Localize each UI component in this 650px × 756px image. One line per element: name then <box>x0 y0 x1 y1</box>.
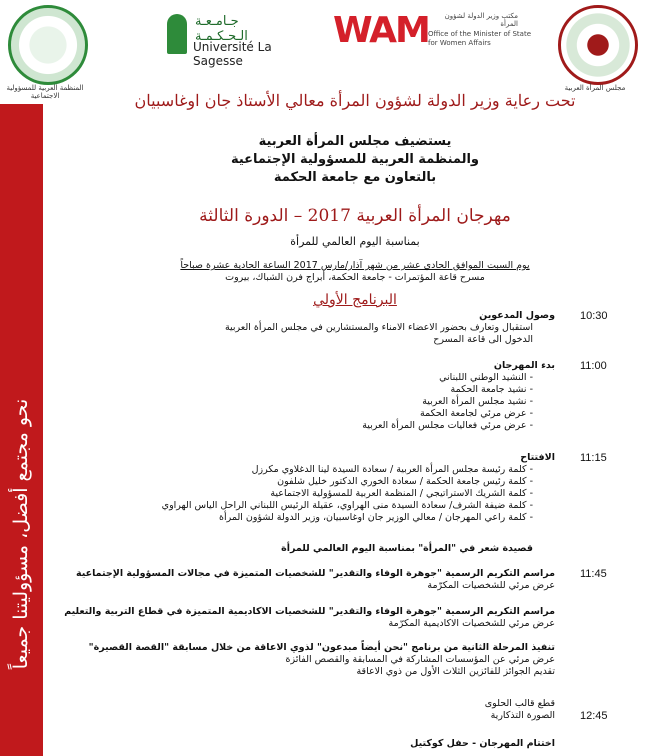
section-title: الافتتاح <box>520 452 555 463</box>
program-line: عرض مرئي للشخصيات المكرّمة <box>427 580 555 591</box>
wam-arabic-caption: مكتب وزير الدولة لشؤون المرأة <box>444 12 518 28</box>
list-item: - نشيد جامعة الحكمة <box>55 384 533 396</box>
sagesse-mark-icon <box>167 14 187 54</box>
sagesse-university-logo <box>165 12 285 68</box>
host-line: بالتعاون مع جامعة الحكمة <box>273 170 437 185</box>
program-title: البرنامج الأولي <box>313 292 397 308</box>
list-item: - كلمة الشريك الاستراتيجي / المنظمة العربية للمسؤولية الاجتماعية <box>55 488 533 500</box>
section-title: وصول المدعوين <box>479 310 555 321</box>
poem-section <box>55 543 555 555</box>
honor1-section <box>55 568 555 592</box>
program-line: الدخول الى قاعة المسرح <box>433 334 533 345</box>
time-arrival: 10:30 <box>580 310 608 322</box>
csr-logo-caption: المنظمة العربية للمسؤولية الاجتماعية <box>6 84 84 100</box>
venue-line: مسرح قاعة المؤتمرات - جامعة الحكمة، أبراج فرن الشباك، بيروت <box>225 272 485 283</box>
list-item: - عرض مرئي لجامعة الحكمة <box>55 408 533 420</box>
honor2-section <box>55 606 555 630</box>
council-logo-caption: مجلس المرأة العربية <box>564 84 626 92</box>
patronage-line: تحت رعاية وزير الدولة لشؤون المرأة معالي الأستاذ جان اوغاسبيان <box>134 91 576 110</box>
date-venue <box>120 260 590 284</box>
section-title: مراسم التكريم الرسمية "جوهرة الوفاء والتقدير" للشخصيات المتميزة في مجالات المسؤولية الإجتماعية <box>75 568 555 579</box>
time-closing: 12:45 <box>580 710 608 722</box>
list-item: - كلمة رئيس جامعة الحكمة / سعادة الخوري الدكتور خليل شلفون <box>55 476 533 488</box>
occasion-line: بمناسبة اليوم العالمي للمرأة <box>290 235 420 248</box>
list-item: - عرض مرئي فعاليات مجلس المرأة العربية <box>55 420 533 432</box>
section-title: بدء المهرجان <box>493 360 555 371</box>
program-line: قطع قالب الحلوى <box>484 698 555 709</box>
program-line: عرض مرئي عن المؤسسات المشاركة في المسابقة والقصص الفائزة <box>285 654 555 665</box>
wam-logo: WAM <box>333 10 429 51</box>
program-line: استقبال وتعارف بحضور الاعضاء الامناء والمستشارين في مجلس المرأة العربية <box>224 322 533 333</box>
closing-section <box>55 698 555 722</box>
finale-section <box>55 738 555 750</box>
hosts-block <box>120 133 590 187</box>
program-line: الصورة التذكارية <box>490 710 555 721</box>
time-honor: 11:45 <box>580 568 607 580</box>
list-item: - كلمة رئيسة مجلس المرأة العربية / سعادة السيدة لينا الدغلاوي مكرزل <box>55 464 533 476</box>
program-line: تقديم الجوائز للفائزين الثلاث الأول من ذوي الاعاقة <box>356 666 555 677</box>
host-line: يستضيف مجلس المرأة العربية <box>258 134 452 149</box>
host-line: والمنظمة العربية للمسؤولية الإجتماعية <box>230 152 480 167</box>
wam-english-caption: Office of the Minister of State for Women Affairs <box>428 30 532 47</box>
section-title: مراسم التكريم الرسمية "جوهرة الوفاء والتقدير" للشخصيات الاكاديمية المتميزة في قطاع التربية والتعليم <box>64 606 555 617</box>
csr-organization-logo <box>8 5 88 85</box>
sagesse-french-name: Université La Sagesse <box>193 40 272 68</box>
arab-women-council-logo <box>558 5 638 85</box>
date-line: يوم السبت الموافق الحادي عشر من شهر آذار/مارس 2017 الساعة الحادية عشرة صباحاً <box>180 260 530 271</box>
sagesse-arabic-name: جـامـعـة الـحـكـمـة <box>195 14 248 44</box>
sidebar-banner <box>0 104 43 756</box>
phase2-section <box>55 642 555 678</box>
list-item: - كلمة راعي المهرجان / معالي الوزير جان اوغاسبيان، وزير الدولة لشؤون المرأة <box>55 512 533 524</box>
list-item: - النشيد الوطني اللبناني <box>55 372 533 384</box>
sidebar-slogan: نحو مجتمع أفضل، مسؤوليتنا جميعاً <box>10 398 32 670</box>
list-item: - كلمة ضيفة الشرف/ سعادة السيدة منى الهراوي، عقيلة الرئيس اللبناني الراحل الياس الهراوي <box>55 500 533 512</box>
program-line: عرض مرئي للشخصيات الاكاديمية المكرّمة <box>388 618 555 629</box>
finale-line: اختتام المهرجان - حفل كوكتيل <box>410 738 555 749</box>
poem-line: قصيدة شعر في "المرأة" بمناسبة اليوم العالمي للمرأة <box>281 543 533 554</box>
festival-title: مهرجان المرأة العربية 2017 – الدورة الثالثة <box>199 206 511 226</box>
arrival-section <box>55 310 555 346</box>
opening-section <box>55 452 555 524</box>
list-item: - نشيد مجلس المرأة العربية <box>55 396 533 408</box>
section-title: تنفيذ المرحلة الثانية من برنامج "نحن أيضاً مبدعون" لذوي الاعاقة من خلال مسابقة "القصة القصيرة" <box>88 642 555 653</box>
time-start: 11:00 <box>580 360 607 372</box>
time-opening: 11:15 <box>580 452 607 464</box>
start-section <box>55 360 555 432</box>
